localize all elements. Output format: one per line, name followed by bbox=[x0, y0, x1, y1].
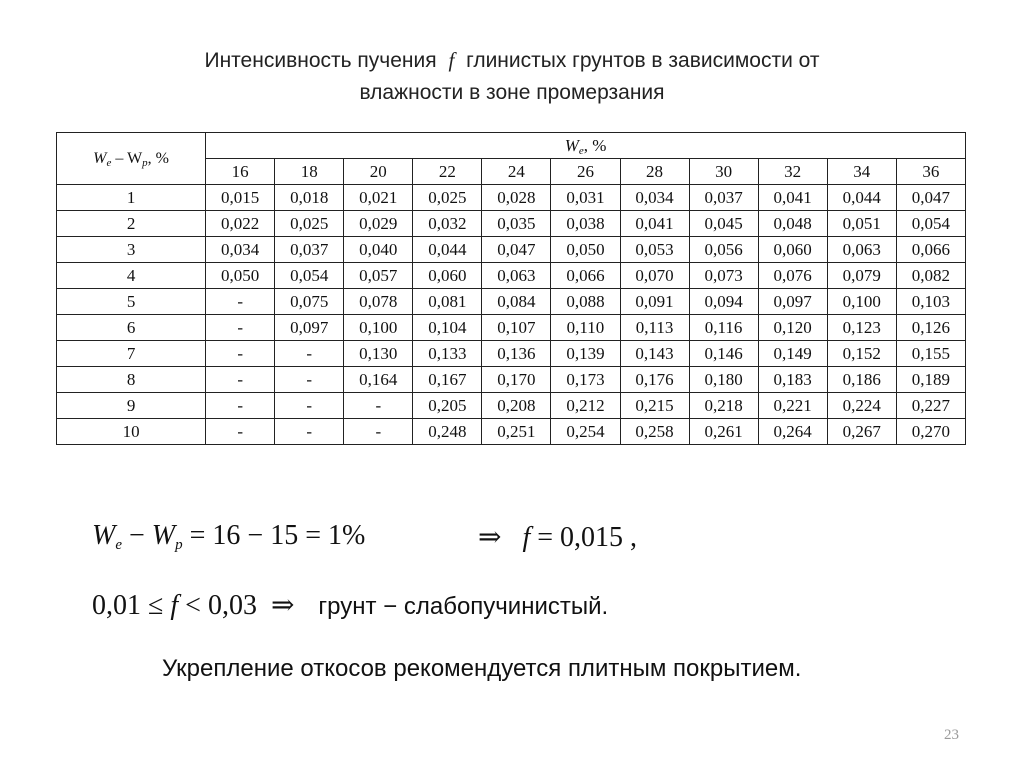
table-cell: 0,041 bbox=[758, 185, 827, 211]
table-cell: 0,066 bbox=[896, 237, 965, 263]
table-cell: - bbox=[275, 367, 344, 393]
table-cell: 0,070 bbox=[620, 263, 689, 289]
table-cell: 0,248 bbox=[413, 419, 482, 445]
table-row bbox=[57, 315, 966, 341]
table-cell: 0,063 bbox=[482, 263, 551, 289]
table-cell: - bbox=[206, 315, 275, 341]
table-cell: 0,224 bbox=[827, 393, 896, 419]
table-cell: 0,097 bbox=[275, 315, 344, 341]
column-header-26: 26 bbox=[551, 159, 620, 185]
table-cell: 0,215 bbox=[620, 393, 689, 419]
table-cell: 0,075 bbox=[275, 289, 344, 315]
table-row bbox=[57, 367, 966, 393]
table-cell: 0,088 bbox=[551, 289, 620, 315]
table-cell: 0,047 bbox=[896, 185, 965, 211]
column-header-18: 18 bbox=[275, 159, 344, 185]
table-cell: 0,104 bbox=[413, 315, 482, 341]
title-line-1-pre: Интенсивность пучения bbox=[204, 49, 437, 72]
table-cell: 0,176 bbox=[620, 367, 689, 393]
table-cell: 0,149 bbox=[758, 341, 827, 367]
table-cell: 0,060 bbox=[758, 237, 827, 263]
table-cell: 0,261 bbox=[689, 419, 758, 445]
row-header-moisture-diff: $W_e - W_p$, % bbox=[57, 133, 206, 185]
table-cell: 0,035 bbox=[482, 211, 551, 237]
table-row bbox=[57, 237, 966, 263]
table-cell: - bbox=[275, 341, 344, 367]
table-cell: 0,038 bbox=[551, 211, 620, 237]
table-cell: 0,126 bbox=[896, 315, 965, 341]
table-cell: 0,025 bbox=[413, 185, 482, 211]
table-cell: 0,076 bbox=[758, 263, 827, 289]
table-cell: 0,123 bbox=[827, 315, 896, 341]
table-cell: 0,152 bbox=[827, 341, 896, 367]
table-row bbox=[57, 341, 966, 367]
table-cell: 0,054 bbox=[275, 263, 344, 289]
table-body bbox=[57, 185, 966, 445]
table-cell: 0,254 bbox=[551, 419, 620, 445]
table-cell: 0,044 bbox=[827, 185, 896, 211]
table-cell: 0,050 bbox=[551, 237, 620, 263]
table-cell: 0,205 bbox=[413, 393, 482, 419]
table-cell: 0,136 bbox=[482, 341, 551, 367]
table-cell: 0,056 bbox=[689, 237, 758, 263]
table-cell: 0,208 bbox=[482, 393, 551, 419]
row-label: 3 bbox=[57, 237, 206, 263]
conclusion-text: Укрепление откосов рекомендуется плитным покрытием. bbox=[162, 655, 802, 682]
table-cell: 0,270 bbox=[896, 419, 965, 445]
table-cell: 0,066 bbox=[551, 263, 620, 289]
table-cell: 0,180 bbox=[689, 367, 758, 393]
table-cell: 0,227 bbox=[896, 393, 965, 419]
classification-line: 0,01 ≤ f < 0,03 ⇒ грунт − слабопучинистый. bbox=[92, 590, 609, 621]
table-cell: 0,084 bbox=[482, 289, 551, 315]
table-cell: 0,264 bbox=[758, 419, 827, 445]
table-cell: 0,113 bbox=[620, 315, 689, 341]
table-cell: 0,050 bbox=[206, 263, 275, 289]
table-cell: 0,091 bbox=[620, 289, 689, 315]
table-row bbox=[57, 263, 966, 289]
table-cell: 0,060 bbox=[413, 263, 482, 289]
table-cell: 0,100 bbox=[827, 289, 896, 315]
table-cell: 0,100 bbox=[344, 315, 413, 341]
table-cell: 0,018 bbox=[275, 185, 344, 211]
table-cell: - bbox=[275, 393, 344, 419]
row-label: 1 bbox=[57, 185, 206, 211]
table-cell: 0,048 bbox=[758, 211, 827, 237]
table-cell: 0,081 bbox=[413, 289, 482, 315]
table-cell: 0,040 bbox=[344, 237, 413, 263]
table-cell: 0,189 bbox=[896, 367, 965, 393]
table-cell: 0,116 bbox=[689, 315, 758, 341]
column-header-36: 36 bbox=[896, 159, 965, 185]
table-cell: 0,103 bbox=[896, 289, 965, 315]
table-cell: 0,034 bbox=[206, 237, 275, 263]
column-header-30: 30 bbox=[689, 159, 758, 185]
table-cell: 0,221 bbox=[758, 393, 827, 419]
table-cell: 0,170 bbox=[482, 367, 551, 393]
row-label: 10 bbox=[57, 419, 206, 445]
table-cell: 0,110 bbox=[551, 315, 620, 341]
table-cell: - bbox=[344, 393, 413, 419]
title-variable-f: f bbox=[448, 48, 455, 72]
table-cell: 0,130 bbox=[344, 341, 413, 367]
table-cell: - bbox=[206, 393, 275, 419]
table-cell: 0,044 bbox=[413, 237, 482, 263]
table-cell: 0,133 bbox=[413, 341, 482, 367]
column-header-24: 24 bbox=[482, 159, 551, 185]
table-cell: 0,021 bbox=[344, 185, 413, 211]
table-cell: 0,173 bbox=[551, 367, 620, 393]
table-row bbox=[57, 393, 966, 419]
table-cell: 0,139 bbox=[551, 341, 620, 367]
table-cell: 0,037 bbox=[275, 237, 344, 263]
table-cell: 0,057 bbox=[344, 263, 413, 289]
table-cell: 0,167 bbox=[413, 367, 482, 393]
table-cell: 0,073 bbox=[689, 263, 758, 289]
title-line-1-post: глинистых грунтов в зависимости от bbox=[466, 49, 820, 72]
table-cell: 0,094 bbox=[689, 289, 758, 315]
table-cell: 0,218 bbox=[689, 393, 758, 419]
row-label: 2 bbox=[57, 211, 206, 237]
table-cell: 0,143 bbox=[620, 341, 689, 367]
table-cell: 0,022 bbox=[206, 211, 275, 237]
table-row bbox=[57, 289, 966, 315]
table-cell: 0,028 bbox=[482, 185, 551, 211]
table-cell: 0,155 bbox=[896, 341, 965, 367]
soil-classification-text: грунт − слабопучинистый. bbox=[318, 593, 609, 620]
table-cell: 0,032 bbox=[413, 211, 482, 237]
row-label: 8 bbox=[57, 367, 206, 393]
page-number: 23 bbox=[944, 727, 959, 743]
column-group-header-moisture: $W_e$, % bbox=[206, 133, 966, 159]
table-cell: 0,258 bbox=[620, 419, 689, 445]
table-cell: 0,034 bbox=[620, 185, 689, 211]
table-cell: 0,107 bbox=[482, 315, 551, 341]
table-cell: 0,063 bbox=[827, 237, 896, 263]
column-header-34: 34 bbox=[827, 159, 896, 185]
table-cell: 0,045 bbox=[689, 211, 758, 237]
table-cell: 0,053 bbox=[620, 237, 689, 263]
table-cell: 0,186 bbox=[827, 367, 896, 393]
table-cell: 0,041 bbox=[620, 211, 689, 237]
column-header-22: 22 bbox=[413, 159, 482, 185]
title-line-2: влажности в зоне промерзания bbox=[359, 81, 665, 104]
table-cell: 0,183 bbox=[758, 367, 827, 393]
table-cell: 0,251 bbox=[482, 419, 551, 445]
table-cell: - bbox=[206, 341, 275, 367]
row-label: 9 bbox=[57, 393, 206, 419]
table-cell: 0,047 bbox=[482, 237, 551, 263]
title-line-1 bbox=[0, 44, 1024, 77]
table-header-row bbox=[57, 133, 966, 159]
heave-intensity-table bbox=[56, 132, 966, 445]
table-cell: 0,054 bbox=[896, 211, 965, 237]
table-cell: 0,051 bbox=[827, 211, 896, 237]
table-cell: 0,120 bbox=[758, 315, 827, 341]
formula-result: ⇒ f = 0,015 , bbox=[478, 522, 638, 553]
slide-title bbox=[0, 44, 1024, 109]
column-header-28: 28 bbox=[620, 159, 689, 185]
column-header-32: 32 bbox=[758, 159, 827, 185]
table-cell: - bbox=[206, 289, 275, 315]
formula-moisture-difference: $W_e - W_p = 16 - 15 = 1\%$ bbox=[92, 520, 366, 553]
table-cell: 0,097 bbox=[758, 289, 827, 315]
table-cell: - bbox=[206, 367, 275, 393]
table-row bbox=[57, 419, 966, 445]
row-label: 5 bbox=[57, 289, 206, 315]
table-cell: 0,015 bbox=[206, 185, 275, 211]
table-cell: 0,037 bbox=[689, 185, 758, 211]
table-row bbox=[57, 185, 966, 211]
implies-arrow: ⇒ bbox=[478, 522, 502, 553]
table-cell: 0,146 bbox=[689, 341, 758, 367]
row-label: 6 bbox=[57, 315, 206, 341]
table-cell: 0,079 bbox=[827, 263, 896, 289]
column-header-16: 16 bbox=[206, 159, 275, 185]
table-cell: - bbox=[275, 419, 344, 445]
table-cell: - bbox=[206, 419, 275, 445]
row-label: 4 bbox=[57, 263, 206, 289]
table-cell: 0,082 bbox=[896, 263, 965, 289]
table-cell: 0,025 bbox=[275, 211, 344, 237]
table-cell: - bbox=[344, 419, 413, 445]
column-header-20: 20 bbox=[344, 159, 413, 185]
table-cell: 0,164 bbox=[344, 367, 413, 393]
table-cell: 0,031 bbox=[551, 185, 620, 211]
table-cell: 0,029 bbox=[344, 211, 413, 237]
table-cell: 0,212 bbox=[551, 393, 620, 419]
table-row bbox=[57, 211, 966, 237]
row-label: 7 bbox=[57, 341, 206, 367]
table-cell: 0,267 bbox=[827, 419, 896, 445]
table-cell: 0,078 bbox=[344, 289, 413, 315]
